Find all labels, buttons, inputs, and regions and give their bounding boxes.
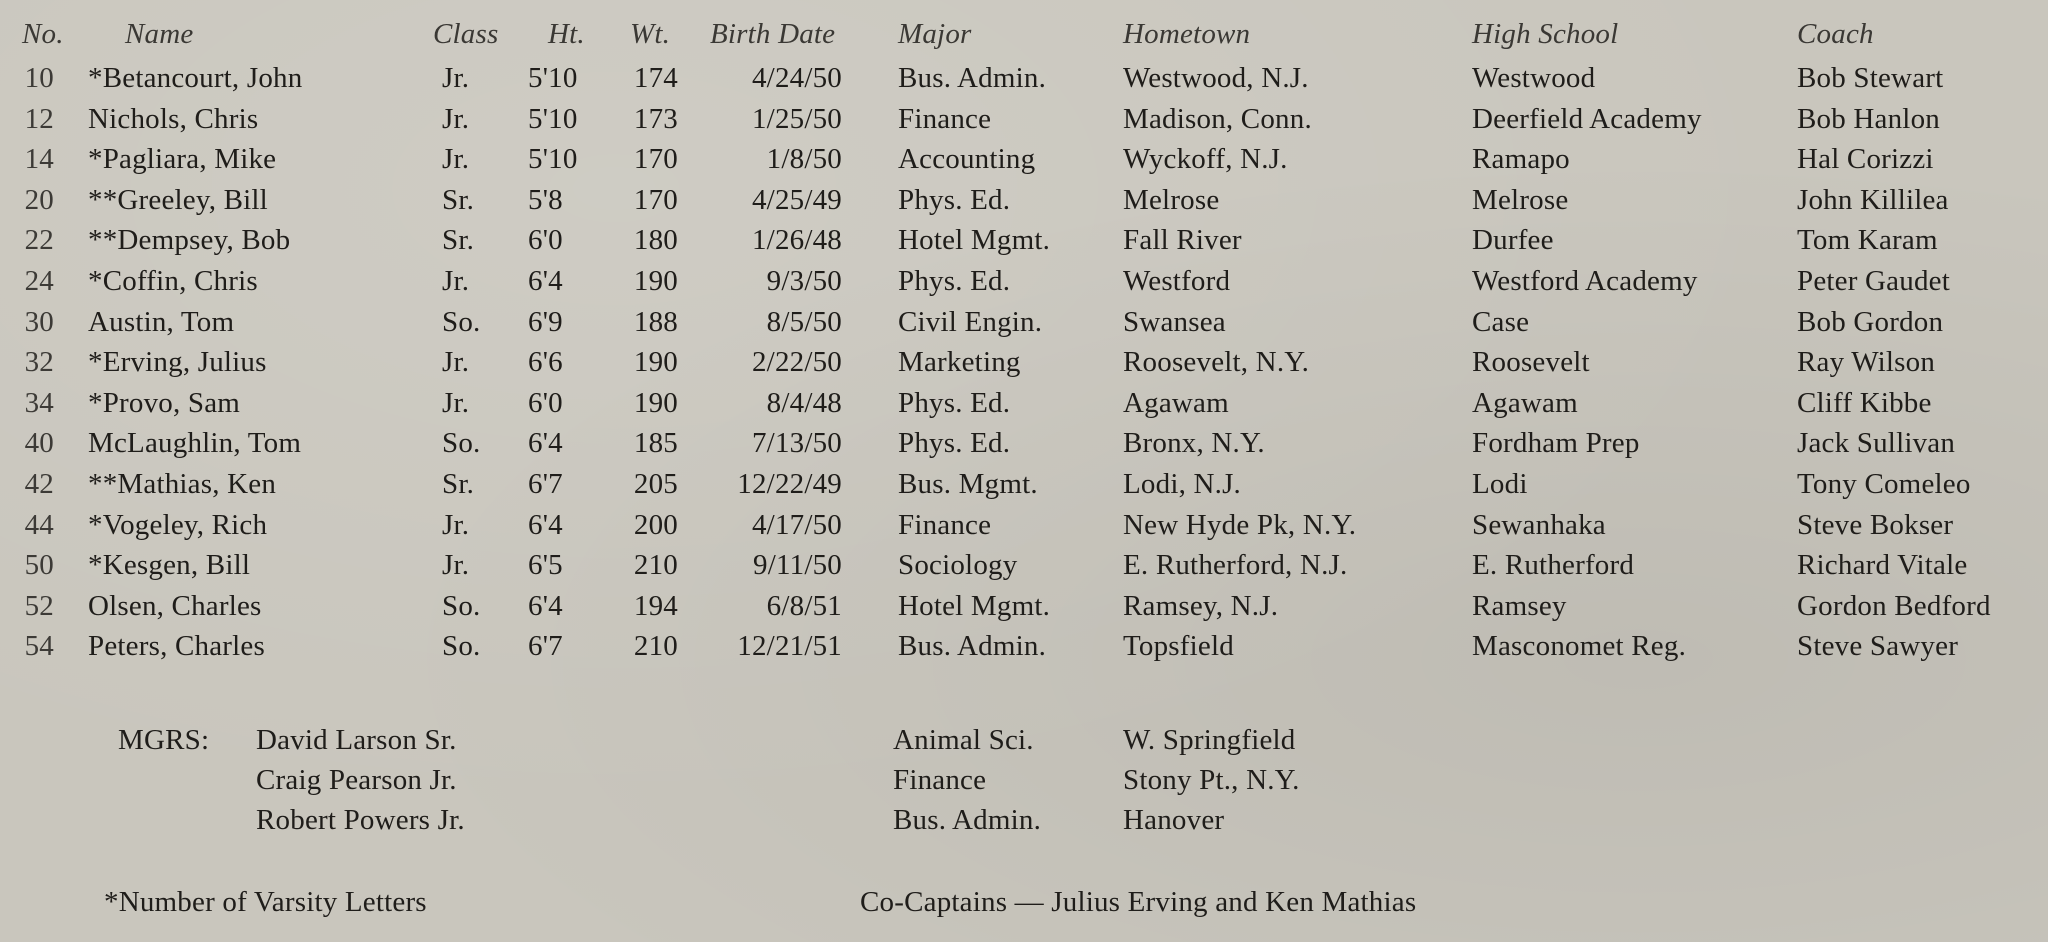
player-coach: Bob Stewart [1797, 62, 1944, 94]
player-coach: Jack Sullivan [1797, 427, 1956, 459]
player-birth-date: 7/13/50 [751, 427, 842, 459]
header-hometown: Hometown [1123, 18, 1251, 50]
player-hometown: Melrose [1123, 184, 1220, 216]
player-weight: 190 [633, 387, 678, 419]
player-number: 44 [24, 509, 54, 541]
player-hometown: Roosevelt, N.Y. [1123, 346, 1310, 378]
player-hometown: Swansea [1123, 306, 1226, 338]
manager-name: Robert Powers Jr. [256, 804, 465, 836]
player-class: Jr. [442, 103, 470, 135]
player-birth-date: 1/8/50 [766, 143, 842, 175]
player-hometown: Fall River [1123, 224, 1242, 256]
player-class: So. [442, 590, 481, 622]
player-major: Phys. Ed. [898, 265, 1011, 297]
header-high-school: High School [1472, 18, 1619, 50]
player-weight: 170 [633, 143, 678, 175]
manager-name: Craig Pearson Jr. [256, 764, 457, 796]
player-birth-date: 9/3/50 [766, 265, 842, 297]
player-hometown: Westwood, N.J. [1123, 62, 1309, 94]
manager-name: David Larson Sr. [256, 724, 457, 756]
player-weight: 210 [633, 630, 678, 662]
player-hometown: Bronx, N.Y. [1123, 427, 1265, 459]
player-name: *Betancourt, John [88, 62, 303, 94]
player-hometown: Topsfield [1123, 630, 1234, 662]
player-number: 24 [24, 265, 54, 297]
player-coach: John Killilea [1797, 184, 1949, 216]
player-coach: Hal Corizzi [1797, 143, 1934, 175]
managers-label: MGRS: [118, 724, 210, 756]
player-major: Marketing [898, 346, 1021, 378]
player-height: 6'6 [528, 346, 563, 378]
player-name: **Dempsey, Bob [88, 224, 291, 256]
footnote: *Number of Varsity Letters [104, 886, 427, 918]
player-major: Bus. Mgmt. [898, 468, 1038, 500]
player-weight: 170 [633, 184, 678, 216]
player-coach: Richard Vitale [1797, 549, 1968, 581]
player-high-school: Case [1472, 306, 1530, 338]
player-class: So. [442, 306, 481, 338]
player-height: 6'0 [528, 387, 563, 419]
player-height: 5'8 [528, 184, 563, 216]
player-number: 22 [24, 224, 54, 256]
player-name: Nichols, Chris [88, 103, 259, 135]
player-weight: 210 [633, 549, 678, 581]
player-coach: Tony Comeleo [1797, 468, 1971, 500]
header-major: Major [898, 18, 972, 50]
header-coach: Coach [1797, 18, 1874, 50]
player-number: 54 [24, 630, 54, 662]
player-class: Jr. [442, 143, 470, 175]
player-height: 6'4 [528, 427, 563, 459]
header-no: No. [22, 18, 64, 50]
player-class: Jr. [442, 265, 470, 297]
player-high-school: Lodi [1472, 468, 1528, 500]
player-number: 42 [24, 468, 54, 500]
player-major: Phys. Ed. [898, 387, 1011, 419]
player-name: Olsen, Charles [88, 590, 262, 622]
player-birth-date: 8/4/48 [766, 387, 842, 419]
player-class: Jr. [442, 62, 470, 94]
player-hometown: E. Rutherford, N.J. [1123, 549, 1348, 581]
player-class: Sr. [442, 184, 475, 216]
player-hometown: Wyckoff, N.J. [1123, 143, 1288, 175]
manager-hometown: W. Springfield [1123, 724, 1296, 756]
player-coach: Peter Gaudet [1797, 265, 1950, 297]
player-height: 6'7 [528, 630, 563, 662]
header-birth-date: Birth Date [710, 18, 836, 50]
player-birth-date: 6/8/51 [766, 590, 842, 622]
player-height: 5'10 [528, 62, 578, 94]
player-height: 6'4 [528, 590, 563, 622]
player-birth-date: 4/25/49 [751, 184, 842, 216]
player-high-school: Agawam [1472, 387, 1578, 419]
player-name: *Erving, Julius [88, 346, 267, 378]
manager-major: Finance [893, 764, 987, 796]
player-name: *Vogeley, Rich [88, 509, 268, 541]
player-number: 34 [24, 387, 54, 419]
player-number: 50 [24, 549, 54, 581]
header-weight: Wt. [630, 18, 671, 50]
player-major: Accounting [898, 143, 1036, 175]
player-weight: 185 [633, 427, 678, 459]
player-number: 52 [24, 590, 54, 622]
player-major: Phys. Ed. [898, 184, 1011, 216]
player-weight: 205 [633, 468, 678, 500]
player-class: Jr. [442, 549, 470, 581]
player-coach: Cliff Kibbe [1797, 387, 1932, 419]
player-major: Sociology [898, 549, 1018, 581]
player-name: McLaughlin, Tom [88, 427, 302, 459]
player-major: Hotel Mgmt. [898, 224, 1051, 256]
player-high-school: Deerfield Academy [1472, 103, 1702, 135]
player-major: Bus. Admin. [898, 630, 1047, 662]
player-weight: 173 [633, 103, 678, 135]
player-coach: Steve Bokser [1797, 509, 1954, 541]
player-coach: Steve Sawyer [1797, 630, 1959, 662]
header-name: Name [125, 18, 194, 50]
player-high-school: Ramapo [1472, 143, 1570, 175]
player-height: 6'9 [528, 306, 563, 338]
player-number: 20 [24, 184, 54, 216]
player-high-school: Durfee [1472, 224, 1554, 256]
player-coach: Bob Hanlon [1797, 103, 1940, 135]
co-captains: Co-Captains — Julius Erving and Ken Mathias [860, 886, 1417, 918]
player-high-school: Melrose [1472, 184, 1569, 216]
player-high-school: Masconomet Reg. [1472, 630, 1687, 662]
player-high-school: Sewanhaka [1472, 509, 1606, 541]
player-height: 6'0 [528, 224, 563, 256]
player-birth-date: 12/21/51 [737, 630, 842, 662]
player-class: So. [442, 630, 481, 662]
player-height: 6'4 [528, 509, 563, 541]
manager-major: Animal Sci. [893, 724, 1034, 756]
player-weight: 190 [633, 346, 678, 378]
player-weight: 194 [633, 590, 678, 622]
player-birth-date: 12/22/49 [737, 468, 842, 500]
player-name: Peters, Charles [88, 630, 265, 662]
player-major: Bus. Admin. [898, 62, 1047, 94]
player-hometown: New Hyde Pk, N.Y. [1123, 509, 1357, 541]
player-hometown: Agawam [1123, 387, 1229, 419]
player-major: Civil Engin. [898, 306, 1043, 338]
player-high-school: Westwood [1472, 62, 1596, 94]
player-high-school: E. Rutherford [1472, 549, 1635, 581]
player-height: 5'10 [528, 143, 578, 175]
player-high-school: Westford Academy [1472, 265, 1698, 297]
player-major: Hotel Mgmt. [898, 590, 1051, 622]
player-birth-date: 8/5/50 [766, 306, 842, 338]
player-number: 12 [24, 103, 54, 135]
player-major: Phys. Ed. [898, 427, 1011, 459]
player-major: Finance [898, 103, 992, 135]
player-hometown: Lodi, N.J. [1123, 468, 1241, 500]
player-class: Sr. [442, 468, 475, 500]
player-hometown: Madison, Conn. [1123, 103, 1312, 135]
player-name: *Coffin, Chris [88, 265, 258, 297]
player-weight: 174 [633, 62, 678, 94]
player-class: Jr. [442, 509, 470, 541]
player-major: Finance [898, 509, 992, 541]
player-class: So. [442, 427, 481, 459]
manager-hometown: Stony Pt., N.Y. [1123, 764, 1300, 796]
player-class: Jr. [442, 387, 470, 419]
player-name: *Provo, Sam [88, 387, 241, 419]
player-height: 6'5 [528, 549, 563, 581]
header-height: Ht. [548, 18, 585, 50]
player-weight: 180 [633, 224, 678, 256]
player-height: 6'4 [528, 265, 563, 297]
player-birth-date: 1/25/50 [751, 103, 842, 135]
player-name: **Mathias, Ken [88, 468, 277, 500]
player-high-school: Fordham Prep [1472, 427, 1640, 459]
player-birth-date: 4/24/50 [751, 62, 842, 94]
player-coach: Tom Karam [1797, 224, 1938, 256]
player-number: 30 [24, 306, 54, 338]
player-birth-date: 9/11/50 [753, 549, 842, 581]
player-coach: Gordon Bedford [1797, 590, 1991, 622]
manager-hometown: Hanover [1123, 804, 1225, 836]
player-name: Austin, Tom [88, 306, 235, 338]
player-hometown: Westford [1123, 265, 1231, 297]
player-class: Jr. [442, 346, 470, 378]
player-number: 10 [24, 62, 54, 94]
header-class: Class [433, 18, 499, 50]
player-birth-date: 2/22/50 [751, 346, 842, 378]
player-weight: 188 [633, 306, 678, 338]
manager-major: Bus. Admin. [893, 804, 1042, 836]
player-weight: 200 [633, 509, 678, 541]
player-high-school: Ramsey [1472, 590, 1567, 622]
player-hometown: Ramsey, N.J. [1123, 590, 1279, 622]
player-birth-date: 4/17/50 [751, 509, 842, 541]
player-height: 5'10 [528, 103, 578, 135]
player-coach: Bob Gordon [1797, 306, 1944, 338]
player-height: 6'7 [528, 468, 563, 500]
player-weight: 190 [633, 265, 678, 297]
player-number: 14 [24, 143, 54, 175]
player-number: 40 [24, 427, 54, 459]
player-number: 32 [24, 346, 54, 378]
player-birth-date: 1/26/48 [751, 224, 842, 256]
player-coach: Ray Wilson [1797, 346, 1936, 378]
player-name: *Kesgen, Bill [88, 549, 251, 581]
player-class: Sr. [442, 224, 475, 256]
player-high-school: Roosevelt [1472, 346, 1590, 378]
player-name: *Pagliara, Mike [88, 143, 277, 175]
player-name: **Greeley, Bill [88, 184, 268, 216]
